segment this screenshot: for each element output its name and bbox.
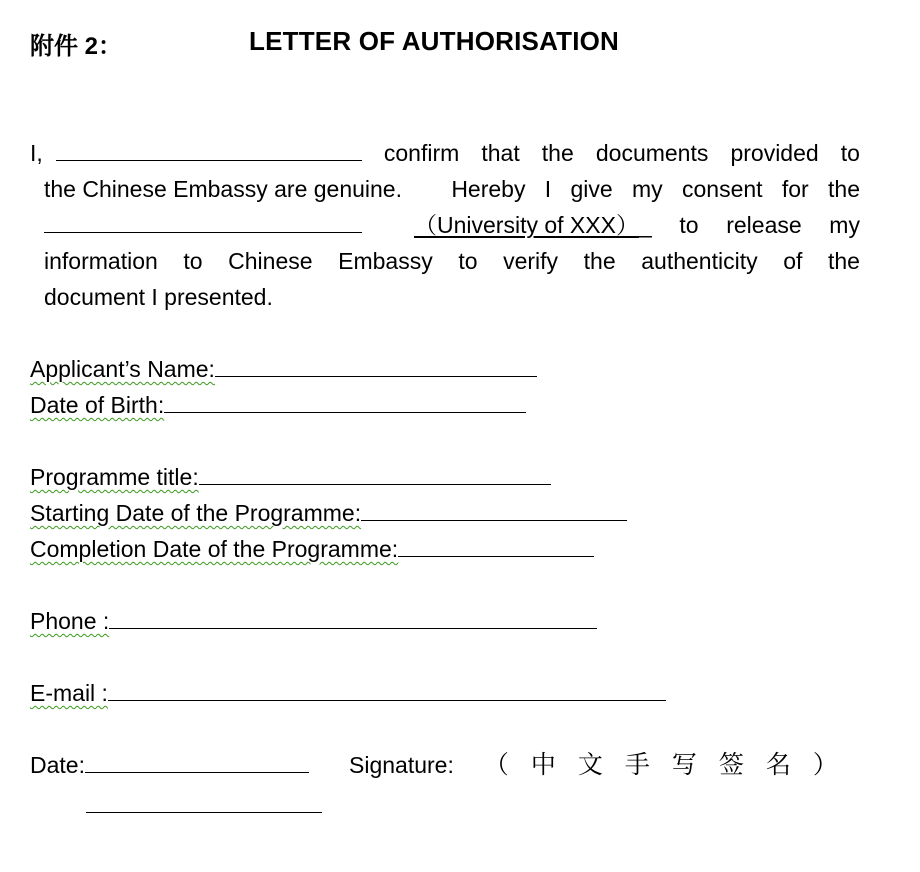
paragraph-word: to: [679, 212, 699, 238]
applicant-name-blank[interactable]: [56, 138, 362, 161]
programme-title-input[interactable]: [199, 462, 551, 485]
completion-date-row: [30, 531, 594, 567]
email-row: [30, 675, 666, 711]
paragraph-word: my: [829, 212, 860, 238]
paragraph-word: the: [827, 248, 860, 274]
date-label: Date:: [30, 752, 85, 778]
signature-note: （中文手写签名）: [483, 750, 860, 779]
signature-line[interactable]: [86, 812, 322, 813]
paragraph-word: the: [828, 176, 860, 202]
paragraph-line-5: document I presented.: [44, 284, 273, 310]
date-input[interactable]: [85, 750, 309, 773]
programme-title-row: [30, 459, 551, 495]
page-title: LETTER OF AUTHORISATION: [249, 26, 620, 56]
paragraph-word: give: [570, 176, 613, 202]
paragraph-word: my: [632, 176, 663, 202]
date-row: [30, 747, 309, 783]
paragraph-word: I: [544, 176, 552, 202]
paragraph-word: of: [783, 248, 803, 274]
institution-blank[interactable]: [44, 210, 362, 233]
completion-date-label: Completion Date of the Programme:: [30, 536, 399, 562]
paragraph-word: the: [583, 248, 616, 274]
paragraph-word: for: [781, 176, 809, 202]
paragraph-word: that: [481, 140, 520, 166]
paragraph-word: release: [726, 212, 802, 238]
starting-date-label: Starting Date of the Programme:: [30, 500, 362, 526]
paragraph-word: Hereby: [451, 176, 526, 202]
paragraph-line-3: [44, 207, 860, 243]
paragraph-word: confirm: [383, 140, 460, 166]
programme-title-label: Programme title:: [30, 464, 199, 490]
phone-row: [30, 603, 597, 639]
phone-input[interactable]: [109, 606, 597, 629]
email-input[interactable]: [108, 678, 666, 701]
date-of-birth-row: [30, 387, 526, 423]
paragraph-word: documents: [595, 140, 709, 166]
paragraph-line-1: [30, 135, 860, 171]
paragraph-word: Embassy: [338, 248, 433, 274]
paragraph-word: Chinese: [228, 248, 313, 274]
university-placeholder: （University of XXX）: [414, 212, 639, 238]
paragraph-sentence: the Chinese Embassy are genuine.: [44, 176, 402, 202]
paragraph-word: to: [458, 248, 478, 274]
starting-date-row: [30, 495, 627, 531]
starting-date-input[interactable]: [361, 498, 627, 521]
paragraph-word: the: [541, 140, 574, 166]
paragraph-word: information: [44, 248, 158, 274]
paragraph-pronoun: I,: [30, 140, 43, 166]
paragraph-word: verify: [503, 248, 559, 274]
paragraph-word: consent: [681, 176, 763, 202]
completion-date-input[interactable]: [398, 534, 594, 557]
paragraph-word: provided: [730, 140, 819, 166]
signature-row: [349, 747, 860, 783]
applicant-name-input[interactable]: [215, 354, 537, 377]
email-label: E-mail :: [30, 680, 108, 706]
paragraph-word: to: [183, 248, 203, 274]
phone-label: Phone :: [30, 608, 110, 634]
annex-label: 附件 2：: [30, 33, 123, 60]
date-of-birth-input[interactable]: [164, 390, 526, 413]
paragraph-line-2: [44, 171, 860, 207]
paragraph-word: authenticity: [641, 248, 758, 274]
applicant-name-row: [30, 351, 537, 387]
paragraph-word: to: [840, 140, 860, 166]
paragraph-line-4: [44, 243, 860, 279]
signature-label: Signature:: [349, 752, 454, 778]
date-of-birth-label: Date of Birth:: [30, 392, 165, 418]
trailing-blank: _: [638, 212, 652, 238]
applicant-name-label: Applicant’s Name:: [30, 356, 215, 382]
